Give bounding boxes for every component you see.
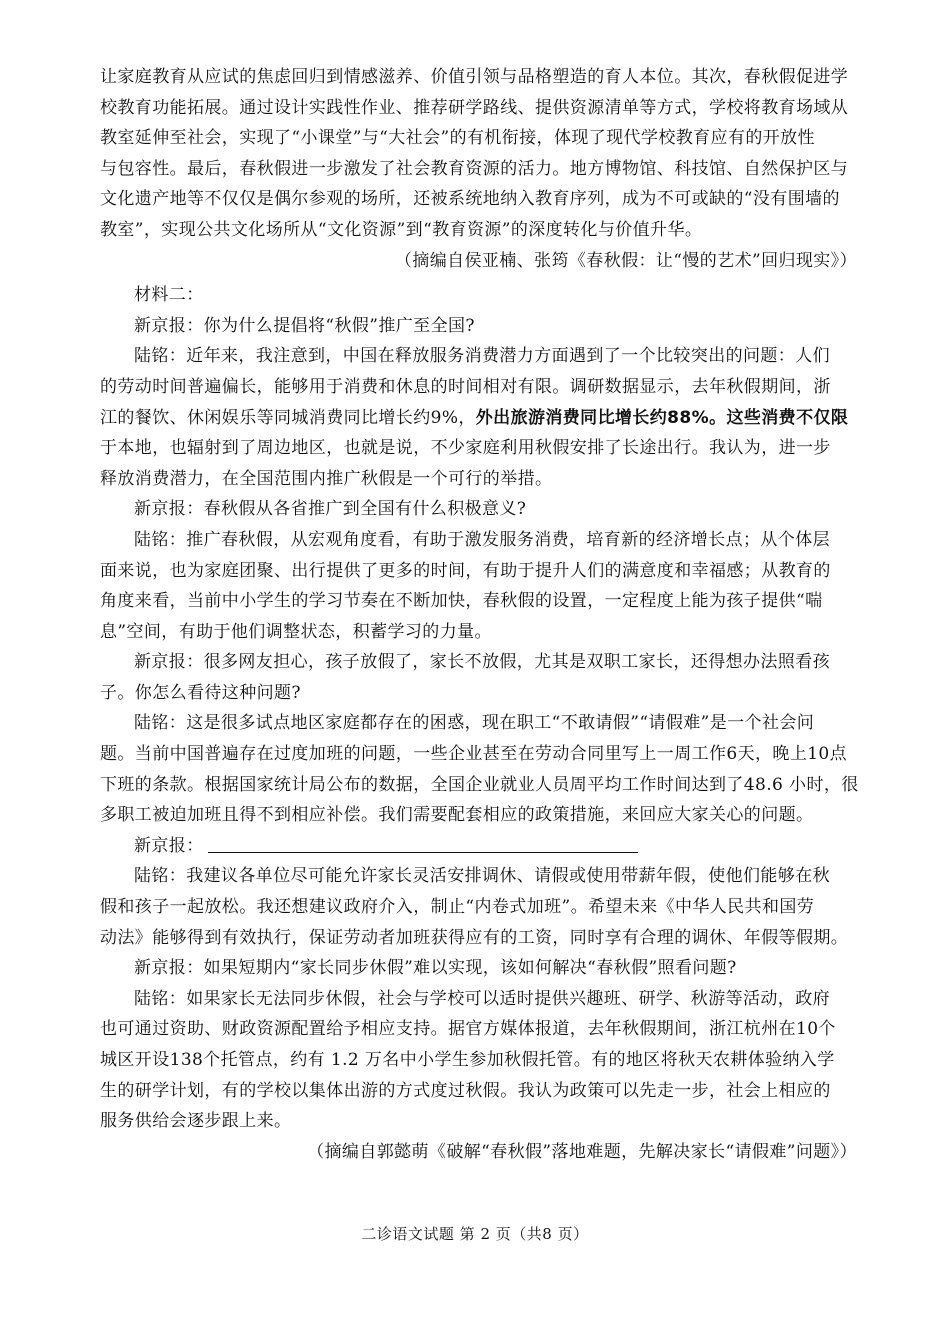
paragraph-line: 的劳动时间普遍偏长，能够用于消费和休息的时间相对有限。调研数据显示，去年秋假期间，浙	[100, 376, 831, 397]
paragraph-line: 题。当前中国普遍存在过度加班的问题，一些企业甚至在劳动合同里写上一周工作6天，晚上10点	[100, 744, 848, 765]
paragraph-line: 陆铭：近年来，我注意到，中国在释放服务消费潜力方面遇到了一个比较突出的问题：人们	[134, 346, 830, 367]
paragraph-line: 教室延伸至社会，实现了“小课堂”与“大社会”的有机衔接，体现了现代学校教育应有的开放性	[100, 128, 815, 149]
paragraph-line: 于本地，也辐射到了周边地区，也就是说，不少家庭利用秋假安排了长途出行。我认为，进一步	[100, 438, 831, 459]
interview-answer	[100, 708, 865, 830]
bold-text: 外出旅游消费同比增长约88%。这些消费不仅限	[475, 407, 849, 428]
page-footer: 二诊语文试题 第 2 页（共8 页）	[361, 1225, 589, 1243]
paragraph-line: 与包容性。最后，春秋假进一步激发了社会教育资源的活力。地方博物馆、科技馆、自然保护区与	[100, 158, 849, 179]
interview-question: 新京报：你为什么提倡将“秋假”推广至全国?	[134, 315, 475, 336]
interview-answer	[100, 984, 865, 1137]
paragraph-line: 陆铭：推广春秋假，从宏观角度看，有助于激发服务消费，培育新的经济增长点；从个体层	[134, 529, 830, 550]
paragraph-line: 假和孩子一起放松。我还想建议政府介入，制止“内卷式加班”。希望未来《中华人民共和国劳	[100, 897, 815, 918]
interview-answer	[100, 341, 865, 494]
interview-answer	[100, 525, 865, 647]
interview-question	[100, 647, 865, 708]
paragraph-line: 生的研学计划，有的学校以集体出游的方式度过秋假。我认为政策可以先走一步，社会上相应的	[100, 1080, 831, 1101]
interview-question: 新京报：春秋假从各省推广到全国有什么积极意义?	[134, 499, 527, 520]
material-two-heading: 材料二：	[134, 285, 204, 306]
fill-in-question	[100, 831, 865, 862]
question-prefix: 新京报：	[134, 835, 204, 856]
exam-page-body	[100, 62, 865, 1167]
paragraph-line: 也可通过资助、财政资源配置给予相应支持。据官方媒体报道，去年秋假期间，浙江杭州在10个	[100, 1019, 836, 1040]
paragraph-line: 服务供给会逐步跟上来。	[100, 1111, 292, 1132]
paragraph-line: 陆铭：这是很多试点地区家庭都存在的困惑，现在职工“不敢请假”“请假难”是一个社会问	[134, 713, 815, 734]
interview-question: 新京报：如果短期内“家长同步休假”难以实现，该如何解决“春秋假”照看问题?	[134, 958, 737, 979]
paragraph-line: 陆铭：我建议各单位尽可能允许家长灵活安排调休、请假或使用带薪年假，使他们能够在秋	[134, 866, 830, 887]
answer-blank[interactable]	[208, 834, 638, 853]
paragraph-line: 城区开设138个托管点，约有 1.2 万名中小学生参加秋假托管。有的地区将秋天农耕体验纳入学	[100, 1050, 835, 1070]
paragraph-line: 面来说，也为家庭团聚、出行提供了更多的时间，有助于提升人们的满意度和幸福感；从教育的	[100, 560, 831, 581]
paragraph-line: 多职工被迫加班且得不到相应补偿。我们需要配套相应的政策措施，来回应大家关心的问题。	[100, 805, 814, 826]
paragraph-line: 动法》能够得到有效执行，保证劳动者加班获得应有的工资，同时享有合理的调休、年假等假期。	[100, 927, 849, 948]
material-one-source: （摘编自侯亚楠、张筠《春秋假：让“慢的艺术”回归现实》）	[394, 250, 857, 271]
paragraph-line: 校教育功能拓展。通过设计实践性作业、推荐研学路线、提供资源清单等方式，学校将教育场域从	[100, 97, 849, 118]
plain-text: 江的餐饮、休闲娱乐等同城消费同比增长约9%，	[100, 407, 476, 428]
paragraph-line: 角度来看，当前中小学生的学习节奏在不断加快，春秋假的设置，一定程度上能为孩子提供“喘	[100, 591, 823, 612]
paragraph-line: 子。你怎么看待这种问题?	[100, 682, 301, 703]
paragraph-line: 教室”，实现公共文化场所从“文化资源”到“教育资源”的深度转化与价值升华。	[100, 219, 703, 240]
interview-answer	[100, 861, 865, 953]
paragraph-line: 文化遗产地等不仅仅是偶尔参观的场所，还被系统地纳入教育序列，成为不可或缺的“没有围墙的	[100, 189, 840, 210]
paragraph-line	[100, 403, 865, 434]
material-one-paragraph	[100, 62, 865, 246]
paragraph-line: 让家庭教育从应试的焦虑回归到情感滋养、价值引领与品格塑造的育人本位。其次，春秋假促进学	[100, 67, 849, 87]
material-two-source: （摘编自郭懿萌《破解“春秋假”落地难题，先解决家长“请假难”问题》）	[307, 1141, 857, 1162]
paragraph-line: 释放消费潜力，在全国范围内推广秋假是一个可行的举措。	[100, 468, 553, 489]
paragraph-line: 新京报：很多网友担心，孩子放假了，家长不放假，尤其是双职工家长，还得想办法照看孩	[134, 652, 830, 673]
paragraph-line: 下班的条款。根据国家统计局公布的数据，全国企业就业人员周平均工作时间达到了48.6 小时，很	[100, 774, 859, 795]
paragraph-line: 息”空间，有助于他们调整状态，积蓄学习的力量。	[100, 621, 492, 642]
paragraph-line: 陆铭：如果家长无法同步休假，社会与学校可以适时提供兴趣班、研学、秋游等活动，政府	[134, 988, 830, 1009]
